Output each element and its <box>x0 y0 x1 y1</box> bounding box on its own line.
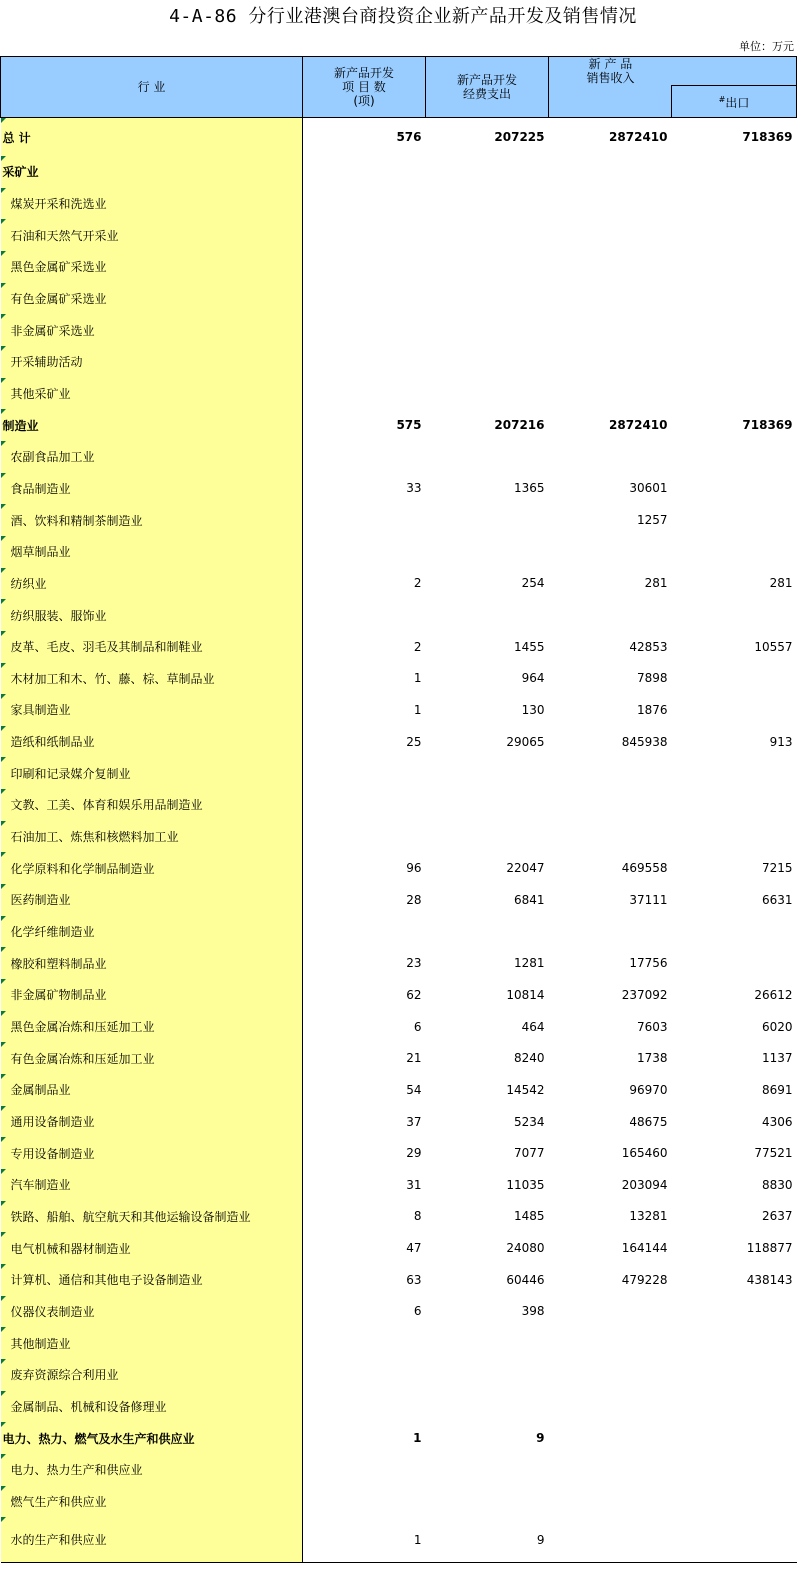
table-row <box>1 188 797 220</box>
sales-cell <box>549 219 672 251</box>
expense-cell <box>426 1327 549 1359</box>
industry-cell: 石油加工、炼焦和核燃料加工业 <box>1 821 303 853</box>
table-row <box>1 663 797 695</box>
projects-cell <box>303 916 426 948</box>
expense-cell <box>426 188 549 220</box>
industry-cell: 医药制造业 <box>1 884 303 916</box>
expense-cell: 8240 <box>513 1051 545 1066</box>
table-row <box>1 409 797 441</box>
header-sales-line1: 新 产 品 <box>588 57 633 71</box>
expense-cell: 11035 <box>506 1177 545 1192</box>
expense-cell <box>426 757 549 789</box>
header-expense-line1: 新产品开发 <box>456 73 517 87</box>
projects-cell <box>303 1486 426 1518</box>
expense-cell <box>426 536 549 568</box>
table-row <box>1 1169 797 1201</box>
table-row <box>1 156 797 188</box>
table-row <box>1 884 797 916</box>
industry-cell: 食品制造业 <box>1 473 303 505</box>
export-cell: 281 <box>769 576 793 591</box>
export-cell <box>672 536 797 568</box>
expense-cell: 130 <box>521 702 545 717</box>
sales-cell: 237092 <box>621 987 668 1002</box>
projects-cell <box>303 441 426 473</box>
sales-cell <box>549 1296 672 1328</box>
export-cell: 913 <box>769 734 793 749</box>
industry-cell: 电力、热力、燃气及水生产和供应业 <box>1 1422 303 1454</box>
projects-cell: 576 <box>396 130 422 144</box>
export-cell <box>672 251 797 283</box>
industry-cell: 化学原料和化学制品制造业 <box>1 852 303 884</box>
projects-cell <box>303 1359 426 1391</box>
sales-cell <box>549 1422 672 1454</box>
table-row <box>1 1359 797 1391</box>
projects-cell: 29 <box>406 1146 422 1161</box>
table-row <box>1 1454 797 1486</box>
projects-cell <box>303 821 426 853</box>
industry-cell: 石油和天然气开采业 <box>1 219 303 251</box>
industry-cell: 有色金属矿采选业 <box>1 283 303 315</box>
industry-cell: 文教、工美、体育和娱乐用品制造业 <box>1 789 303 821</box>
sales-cell: 845938 <box>621 734 668 749</box>
export-cell <box>672 314 797 346</box>
industry-cell: 制造业 <box>1 409 303 441</box>
projects-cell: 37 <box>406 1114 422 1129</box>
industry-cell: 仪器仪表制造业 <box>1 1296 303 1328</box>
projects-cell: 1 <box>413 1431 422 1446</box>
projects-cell <box>303 599 426 631</box>
export-cell: 10557 <box>754 639 793 654</box>
sales-cell <box>549 536 672 568</box>
sales-cell: 165460 <box>621 1146 668 1161</box>
header-projects-line1: 新产品开发 <box>333 66 394 80</box>
export-cell <box>672 1391 797 1423</box>
export-cell <box>672 916 797 948</box>
table-row <box>1 757 797 789</box>
export-cell: 6020 <box>761 1019 793 1034</box>
table-row <box>1 504 797 536</box>
expense-cell: 5234 <box>513 1114 545 1129</box>
table-body <box>1 118 797 1563</box>
projects-cell <box>303 1327 426 1359</box>
table-row <box>1 219 797 251</box>
expense-cell <box>426 789 549 821</box>
export-cell <box>672 1327 797 1359</box>
sales-cell: 1876 <box>636 702 668 717</box>
projects-cell <box>303 789 426 821</box>
unit-label: 单位：万元 <box>739 40 794 53</box>
sales-cell: 281 <box>644 576 668 591</box>
industry-cell: 水的生产和供应业 <box>1 1517 303 1563</box>
projects-cell: 1 <box>413 702 422 717</box>
industry-cell: 黑色金属冶炼和压延加工业 <box>1 1011 303 1043</box>
table-row <box>1 947 797 979</box>
table-row <box>1 473 797 505</box>
expense-cell <box>426 346 549 378</box>
expense-cell: 1485 <box>513 1209 545 1224</box>
industry-cell: 橡胶和塑料制品业 <box>1 947 303 979</box>
page-title: 4-A-86 分行业港澳台商投资企业新产品开发及销售情况 <box>169 6 637 27</box>
industry-cell: 开采辅助活动 <box>1 346 303 378</box>
header-projects-line2: 项 目 数 <box>342 80 386 94</box>
sales-cell: 469558 <box>621 861 668 876</box>
industry-cell: 纺织服装、服饰业 <box>1 599 303 631</box>
sales-cell <box>549 156 672 188</box>
expense-cell: 9 <box>536 1431 545 1446</box>
table-row <box>1 441 797 473</box>
projects-cell: 54 <box>406 1082 422 1097</box>
export-cell: 438143 <box>746 1272 793 1287</box>
export-cell <box>672 378 797 410</box>
expense-cell: 7077 <box>513 1146 545 1161</box>
export-cell <box>672 504 797 536</box>
header-industry: 行 业 <box>1 57 303 118</box>
industry-cell: 非金属矿物制品业 <box>1 979 303 1011</box>
expense-cell: 1455 <box>513 639 545 654</box>
expense-cell: 207216 <box>494 418 545 433</box>
sales-cell <box>549 283 672 315</box>
sales-cell: 30601 <box>629 481 668 496</box>
expense-cell: 24080 <box>506 1241 545 1256</box>
projects-cell: 31 <box>406 1177 422 1192</box>
table-row <box>1 599 797 631</box>
export-cell: 118877 <box>746 1241 793 1256</box>
industry-cell: 计算机、通信和其他电子设备制造业 <box>1 1264 303 1296</box>
industry-cell: 其他采矿业 <box>1 378 303 410</box>
header-expense-line2: 经费支出 <box>462 87 511 101</box>
expense-cell <box>426 504 549 536</box>
table-row <box>1 979 797 1011</box>
sales-cell <box>549 821 672 853</box>
projects-cell: 2 <box>413 576 422 591</box>
header-sales-spacer <box>549 86 672 118</box>
sales-cell: 42853 <box>629 639 668 654</box>
industry-cell: 燃气生产和供应业 <box>1 1486 303 1518</box>
projects-cell: 47 <box>406 1241 422 1256</box>
expense-cell: 10814 <box>506 987 545 1002</box>
sales-cell: 1738 <box>636 1051 668 1066</box>
sales-cell: 17756 <box>629 956 668 971</box>
table-row <box>1 1422 797 1454</box>
projects-cell: 8 <box>413 1209 422 1224</box>
export-cell: 8830 <box>761 1177 793 1192</box>
industry-cell: 汽车制造业 <box>1 1169 303 1201</box>
expense-cell: 254 <box>521 576 545 591</box>
industry-cell: 煤炭开采和洗选业 <box>1 188 303 220</box>
table-row <box>1 726 797 758</box>
projects-cell <box>303 536 426 568</box>
projects-cell <box>303 504 426 536</box>
sales-cell <box>549 346 672 378</box>
export-cell <box>672 473 797 505</box>
projects-cell: 21 <box>406 1051 422 1066</box>
industry-cell: 专用设备制造业 <box>1 1137 303 1169</box>
export-cell: 26612 <box>754 987 793 1002</box>
projects-cell: 23 <box>406 956 422 971</box>
table-row <box>1 1264 797 1296</box>
header-export <box>672 86 797 118</box>
projects-cell <box>303 1391 426 1423</box>
export-cell: 77521 <box>754 1146 793 1161</box>
expense-cell: 1281 <box>513 956 545 971</box>
industry-cell: 电气机械和器材制造业 <box>1 1232 303 1264</box>
sales-cell <box>549 188 672 220</box>
table-row <box>1 536 797 568</box>
export-cell <box>672 188 797 220</box>
table-row <box>1 916 797 948</box>
expense-cell <box>426 599 549 631</box>
export-cell <box>672 1486 797 1518</box>
expense-cell: 14542 <box>506 1082 545 1097</box>
projects-cell <box>303 346 426 378</box>
projects-cell <box>303 251 426 283</box>
sales-cell: 13281 <box>629 1209 668 1224</box>
projects-cell <box>303 219 426 251</box>
table-row <box>1 1137 797 1169</box>
industry-cell: 金属制品、机械和设备修理业 <box>1 1391 303 1423</box>
industry-cell: 废弃资源综合利用业 <box>1 1359 303 1391</box>
projects-cell: 1 <box>413 671 422 686</box>
export-cell <box>672 821 797 853</box>
export-cell: 8691 <box>761 1082 793 1097</box>
table-row <box>1 789 797 821</box>
expense-cell <box>426 156 549 188</box>
table-row <box>1 568 797 600</box>
sales-cell <box>549 378 672 410</box>
table-row <box>1 1296 797 1328</box>
export-cell <box>672 1422 797 1454</box>
projects-cell <box>303 314 426 346</box>
expense-cell: 6841 <box>513 892 545 907</box>
industry-cell: 有色金属冶炼和压延加工业 <box>1 1042 303 1074</box>
industry-cell: 通用设备制造业 <box>1 1106 303 1138</box>
expense-cell: 9 <box>426 1517 549 1563</box>
table-row <box>1 1327 797 1359</box>
export-cell <box>672 694 797 726</box>
industry-cell: 采矿业 <box>1 156 303 188</box>
industry-cell: 家具制造业 <box>1 694 303 726</box>
expense-cell: 398 <box>521 1304 545 1319</box>
expense-cell: 29065 <box>506 734 545 749</box>
expense-cell <box>426 1359 549 1391</box>
table-row <box>1 631 797 663</box>
sales-cell <box>549 1359 672 1391</box>
projects-cell <box>303 757 426 789</box>
header-projects-line3: (项) <box>353 94 375 108</box>
sales-cell: 479228 <box>621 1272 668 1287</box>
industry-cell: 铁路、船舶、航空航天和其他运输设备制造业 <box>1 1201 303 1233</box>
expense-cell <box>426 821 549 853</box>
expense-cell <box>426 219 549 251</box>
expense-cell: 464 <box>521 1019 545 1034</box>
expense-cell <box>426 314 549 346</box>
export-cell: 4306 <box>761 1114 793 1129</box>
table-row <box>1 821 797 853</box>
table-row <box>1 346 797 378</box>
table-row <box>1 251 797 283</box>
export-cell <box>672 283 797 315</box>
industry-cell: 非金属矿采选业 <box>1 314 303 346</box>
projects-cell: 62 <box>406 987 422 1002</box>
industry-cell: 总 计 <box>1 118 303 157</box>
projects-cell <box>303 378 426 410</box>
table-row <box>1 1486 797 1518</box>
table-row <box>1 1517 797 1563</box>
expense-cell: 207225 <box>494 130 545 144</box>
projects-cell: 96 <box>406 861 422 876</box>
sales-cell <box>549 599 672 631</box>
sales-cell: 96970 <box>629 1082 668 1097</box>
industry-cell: 农副食品加工业 <box>1 441 303 473</box>
projects-cell <box>303 156 426 188</box>
expense-cell <box>426 1454 549 1486</box>
expense-cell: 1365 <box>513 481 545 496</box>
sales-cell: 2872410 <box>609 130 668 144</box>
export-cell: 718369 <box>742 130 793 144</box>
header-sales-line2: 销售收入 <box>586 71 635 85</box>
sales-cell <box>549 1454 672 1486</box>
header-projects <box>303 57 426 118</box>
projects-cell: 1 <box>303 1517 426 1563</box>
industry-cell: 印刷和记录媒介复制业 <box>1 757 303 789</box>
table-header <box>1 57 797 118</box>
table-row <box>1 1011 797 1043</box>
sales-cell: 2872410 <box>609 418 668 433</box>
industry-cell: 皮革、毛皮、羽毛及其制品和制鞋业 <box>1 631 303 663</box>
table-row <box>1 378 797 410</box>
sales-cell: 37111 <box>629 892 668 907</box>
expense-cell <box>426 283 549 315</box>
projects-cell: 2 <box>413 639 422 654</box>
industry-cell: 烟草制品业 <box>1 536 303 568</box>
industry-cell: 纺织业 <box>1 568 303 600</box>
export-cell: 718369 <box>742 418 793 433</box>
export-mark: # <box>718 95 726 104</box>
expense-cell <box>426 441 549 473</box>
table-row <box>1 1074 797 1106</box>
header-expense <box>426 57 549 118</box>
projects-cell <box>303 188 426 220</box>
industry-cell: 其他制造业 <box>1 1327 303 1359</box>
industry-cell: 化学纤维制造业 <box>1 916 303 948</box>
sales-cell: 164144 <box>621 1241 668 1256</box>
sales-cell: 203094 <box>621 1177 668 1192</box>
industry-cell: 黑色金属矿采选业 <box>1 251 303 283</box>
expense-cell <box>426 1486 549 1518</box>
header-export-label: 出口 <box>725 96 750 110</box>
projects-cell: 25 <box>406 734 422 749</box>
industry-cell: 木材加工和木、竹、藤、棕、草制品业 <box>1 663 303 695</box>
export-cell <box>672 156 797 188</box>
expense-cell <box>426 378 549 410</box>
export-cell <box>672 663 797 695</box>
table-row <box>1 1106 797 1138</box>
expense-cell: 964 <box>521 671 545 686</box>
table-row <box>1 1042 797 1074</box>
export-cell <box>672 441 797 473</box>
export-cell <box>672 757 797 789</box>
sales-cell <box>549 789 672 821</box>
export-cell <box>672 219 797 251</box>
table-row <box>1 1201 797 1233</box>
export-cell: 2637 <box>761 1209 793 1224</box>
table-row <box>1 1232 797 1264</box>
industry-cell: 电力、热力生产和供应业 <box>1 1454 303 1486</box>
table-row <box>1 314 797 346</box>
sales-cell <box>549 1327 672 1359</box>
table-row <box>1 852 797 884</box>
export-cell <box>672 1454 797 1486</box>
sales-cell <box>549 1517 672 1563</box>
export-cell <box>672 346 797 378</box>
table-row <box>1 694 797 726</box>
expense-cell: 60446 <box>506 1272 545 1287</box>
export-cell <box>672 599 797 631</box>
sales-cell: 7898 <box>636 671 668 686</box>
industry-cell: 酒、饮料和精制茶制造业 <box>1 504 303 536</box>
header-sales <box>549 57 797 86</box>
expense-cell <box>426 916 549 948</box>
projects-cell: 33 <box>406 481 422 496</box>
expense-cell <box>426 1391 549 1423</box>
export-cell: 1137 <box>761 1051 793 1066</box>
export-cell: 6631 <box>761 892 793 907</box>
sales-cell <box>549 1486 672 1518</box>
table-row <box>1 118 797 157</box>
export-cell <box>672 1359 797 1391</box>
sales-cell <box>549 441 672 473</box>
table-row <box>1 1391 797 1423</box>
sales-cell <box>549 916 672 948</box>
projects-cell: 28 <box>406 892 422 907</box>
industry-cell: 造纸和纸制品业 <box>1 726 303 758</box>
sales-cell: 7603 <box>636 1019 668 1034</box>
projects-cell: 6 <box>413 1019 422 1034</box>
sales-cell <box>549 314 672 346</box>
table-row <box>1 283 797 315</box>
expense-cell <box>426 251 549 283</box>
export-cell <box>672 1296 797 1328</box>
sales-cell <box>549 1391 672 1423</box>
sales-cell <box>549 251 672 283</box>
sales-cell <box>549 757 672 789</box>
export-cell: 7215 <box>761 861 793 876</box>
sales-cell: 1257 <box>636 513 668 528</box>
sales-cell: 48675 <box>629 1114 668 1129</box>
export-cell <box>672 1517 797 1563</box>
projects-cell: 575 <box>396 418 422 433</box>
projects-cell <box>303 1454 426 1486</box>
data-table <box>0 56 797 1563</box>
projects-cell: 6 <box>413 1304 422 1319</box>
export-cell <box>672 947 797 979</box>
projects-cell: 63 <box>406 1272 422 1287</box>
export-cell <box>672 789 797 821</box>
expense-cell: 22047 <box>506 861 545 876</box>
industry-cell: 金属制品业 <box>1 1074 303 1106</box>
projects-cell <box>303 283 426 315</box>
